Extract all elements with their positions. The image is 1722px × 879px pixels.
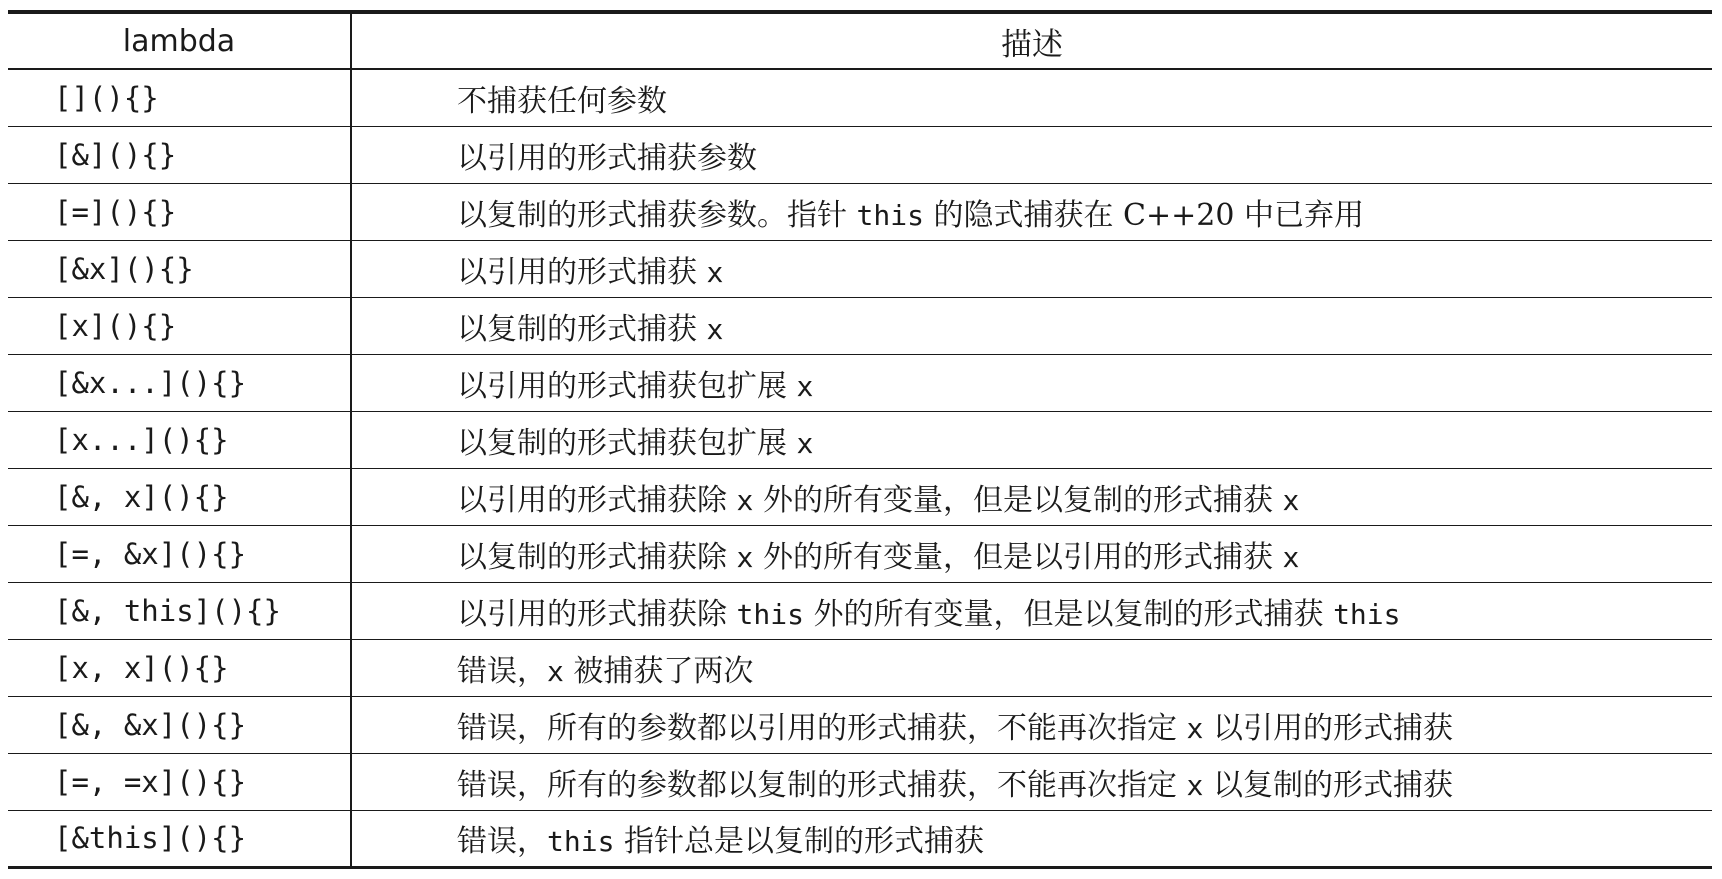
description-cell [351, 411, 1712, 468]
description-text: 外的所有变量，但是以引用的形式捕获 [753, 539, 1283, 575]
table-row [8, 696, 1712, 753]
table-row [8, 126, 1712, 183]
description-text: 以复制的形式捕获除 [457, 539, 737, 575]
description-cell [351, 696, 1712, 753]
description-cell [351, 297, 1712, 354]
table-row [8, 411, 1712, 468]
code-token: x [1186, 711, 1204, 745]
description-text: 以复制的形式捕获 [1203, 767, 1453, 803]
table-row [8, 183, 1712, 240]
description-cell [351, 525, 1712, 582]
lambda-syntax-cell: [&, this](){} [8, 582, 351, 639]
table-header [8, 12, 1712, 69]
description-text: 外的所有变量，但是以复制的形式捕获 [803, 596, 1334, 632]
table-row [8, 468, 1712, 525]
lambda-syntax-cell: [=, =x](){} [8, 753, 351, 810]
code-token: x [1186, 768, 1204, 802]
lambda-syntax-cell: [x...](){} [8, 411, 351, 468]
code-token: this [1333, 597, 1401, 631]
description-text: 以引用的形式捕获除 [457, 596, 737, 632]
lambda-syntax-cell: [&this](){} [8, 810, 351, 867]
lambda-syntax-cell: [=, &x](){} [8, 525, 351, 582]
description-text: 外的所有变量，但是以复制的形式捕获 [753, 482, 1283, 518]
code-token: this [547, 825, 615, 858]
description-cell [351, 468, 1712, 525]
code-token: x [1282, 483, 1300, 517]
header-row [8, 12, 1712, 69]
description-text: 以复制的形式捕获包扩展 [457, 425, 797, 461]
description-cell [351, 354, 1712, 411]
lambda-syntax-cell: [&x](){} [8, 240, 351, 297]
description-text: 错误，所有的参数都以引用的形式捕获，不能再次指定 [457, 710, 1187, 746]
description-text: 以复制的形式捕获 [457, 311, 707, 347]
description-text: 以引用的形式捕获 [457, 254, 707, 290]
description-cell [351, 639, 1712, 696]
lambda-syntax-cell: [x, x](){} [8, 639, 351, 696]
description-cell [351, 126, 1712, 183]
code-token: x [736, 483, 754, 517]
lambda-syntax-cell: [](){} [8, 69, 351, 126]
lambda-syntax-cell: [x](){} [8, 297, 351, 354]
description-cell [351, 69, 1712, 126]
header-description: 描述 [351, 12, 1712, 69]
lambda-syntax-cell: [&, &x](){} [8, 696, 351, 753]
description-text: 以复制的形式捕获参数。指针 [457, 197, 857, 233]
lambda-syntax-cell: [=](){} [8, 183, 351, 240]
description-text: 指针总是以复制的形式捕获 [614, 824, 984, 859]
description-text: 被捕获了两次 [563, 653, 754, 689]
table-row [8, 753, 1712, 810]
table-row [8, 240, 1712, 297]
description-text: 以引用的形式捕获包扩展 [457, 368, 797, 404]
code-token: x [706, 255, 724, 289]
lambda-capture-table [8, 10, 1712, 869]
code-token: x [706, 312, 724, 346]
description-cell [351, 183, 1712, 240]
code-token: x [796, 369, 814, 403]
description-text: 以引用的形式捕获除 [457, 482, 737, 518]
table-row [8, 525, 1712, 582]
description-text: 错误，所有的参数都以复制的形式捕获，不能再次指定 [457, 767, 1187, 803]
description-text: 错误， [457, 824, 547, 859]
table-body [8, 69, 1712, 867]
code-token: this [736, 597, 804, 631]
table-row [8, 639, 1712, 696]
description-cell [351, 810, 1712, 867]
description-text: 以引用的形式捕获 [1203, 710, 1453, 746]
description-cell [351, 582, 1712, 639]
description-text: 不捕获任何参数 [457, 83, 667, 119]
table-row [8, 810, 1712, 867]
code-token: this [856, 198, 924, 232]
table-row [8, 582, 1712, 639]
lambda-syntax-cell: [&x...](){} [8, 354, 351, 411]
lambda-syntax-cell: [&](){} [8, 126, 351, 183]
lambda-syntax-cell: [&, x](){} [8, 468, 351, 525]
code-token: x [796, 426, 814, 460]
description-cell [351, 240, 1712, 297]
table-row [8, 297, 1712, 354]
code-token: x [1282, 540, 1300, 574]
header-lambda: lambda [8, 12, 351, 69]
description-text: 错误， [457, 653, 547, 689]
code-token: x [547, 654, 564, 688]
table-row [8, 69, 1712, 126]
description-cell [351, 753, 1712, 810]
code-token: x [736, 540, 754, 574]
description-text: 的隐式捕获在 C++20 中已弃用 [923, 197, 1364, 233]
table-row [8, 354, 1712, 411]
description-text: 以引用的形式捕获参数 [457, 140, 757, 176]
